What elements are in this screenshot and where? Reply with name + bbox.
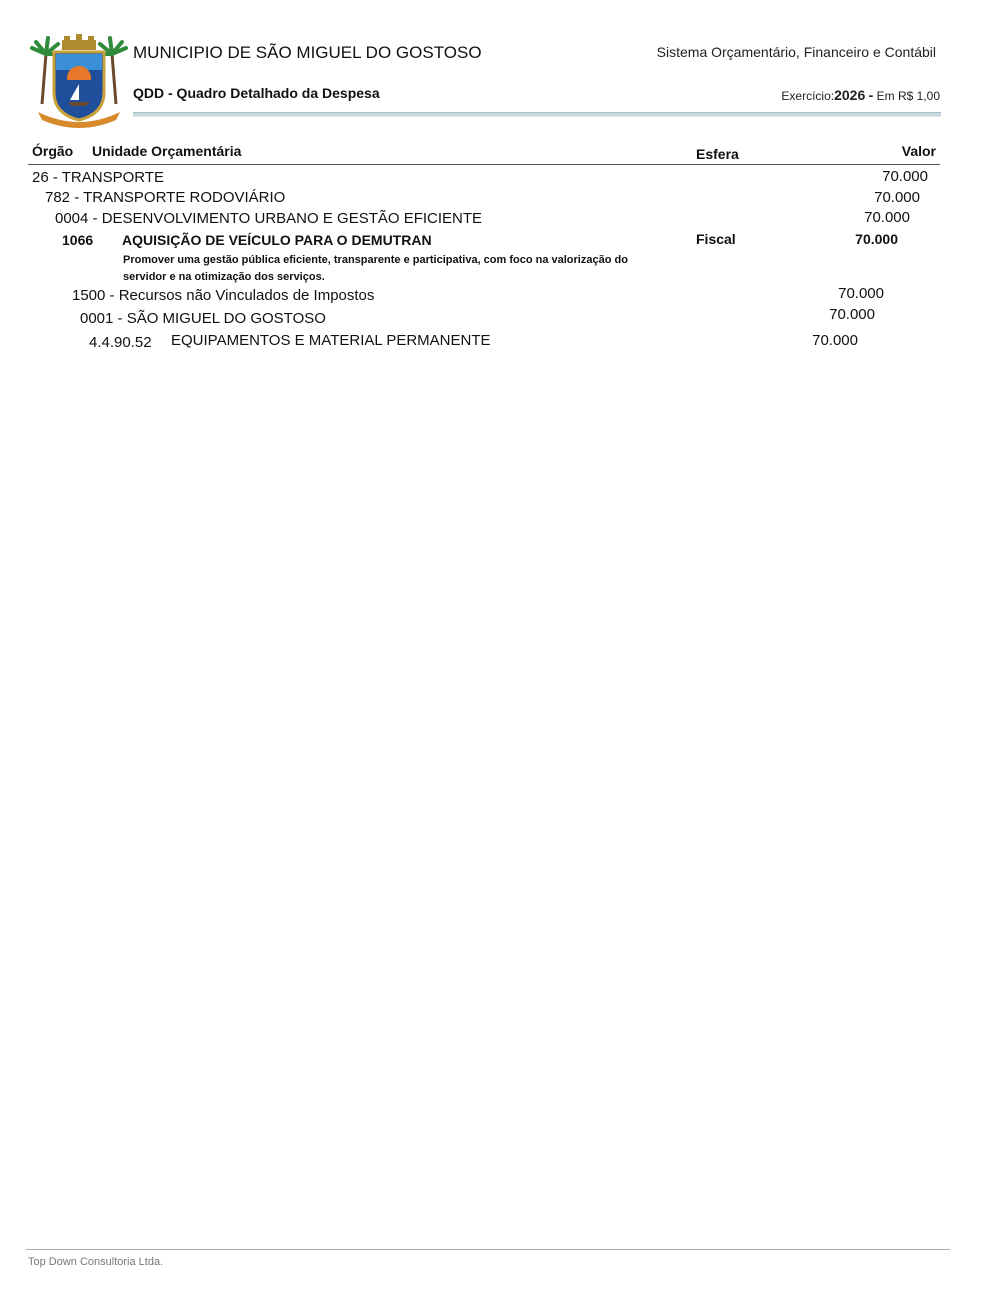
fonte-label: 1500 - Recursos não Vinculados de Impostos: [72, 287, 375, 304]
column-header-rule: [28, 164, 940, 165]
footer-rule: [26, 1249, 950, 1250]
column-header-esfera: Esfera: [696, 146, 739, 162]
system-name: Sistema Orçamentário, Financeiro e Contábil: [656, 44, 936, 60]
header-divider-bar: [133, 112, 941, 117]
localizador-label: 0001 - SÃO MIGUEL DO GOSTOSO: [80, 310, 326, 327]
exercise-label: Exercício:: [781, 89, 835, 103]
orgao-value: 70.000: [882, 168, 928, 185]
municipal-coat-of-arms-logo: [28, 34, 130, 128]
acao-description: Promover uma gestão pública eficiente, transparente e participativa, com foco na valorização do servidor e na otimização dos serviços.: [123, 254, 628, 283]
acao-value: 70.000: [855, 231, 898, 247]
report-title: QDD - Quadro Detalhado da Despesa: [133, 85, 380, 101]
exercise-year: 2026: [834, 87, 866, 103]
programa-value: 70.000: [864, 209, 910, 226]
elemento-value: 70.000: [812, 332, 858, 349]
acao-title: AQUISIÇÃO DE VEÍCULO PARA O DEMUTRAN: [122, 232, 432, 248]
orgao-label: 26 - TRANSPORTE: [32, 169, 164, 186]
column-header-orgao: Órgão: [32, 143, 74, 159]
fonte-value: 70.000: [838, 285, 884, 302]
unidade-label: 782 - TRANSPORTE RODOVIÁRIO: [45, 189, 286, 206]
acao-esfera: Fiscal: [696, 231, 736, 247]
column-header-valor: Valor: [901, 143, 936, 159]
column-header-unidade: Unidade Orçamentária: [92, 143, 242, 159]
currency-unit: Em R$ 1,00: [876, 89, 940, 103]
unidade-value: 70.000: [874, 189, 920, 206]
footer-company: Top Down Consultoria Ltda.: [28, 1256, 164, 1268]
elemento-code: 4.4.90.52: [89, 334, 152, 351]
municipality-name: MUNICIPIO DE SÃO MIGUEL DO GOSTOSO: [133, 43, 482, 62]
elemento-label: EQUIPAMENTOS E MATERIAL PERMANENTE: [171, 332, 491, 349]
programa-label: 0004 - DESENVOLVIMENTO URBANO E GESTÃO EFICIENTE: [55, 210, 483, 227]
exercise-info: [700, 87, 940, 103]
localizador-value: 70.000: [829, 306, 875, 323]
acao-code: 1066: [62, 232, 94, 248]
exercise-separator: -: [868, 87, 874, 103]
